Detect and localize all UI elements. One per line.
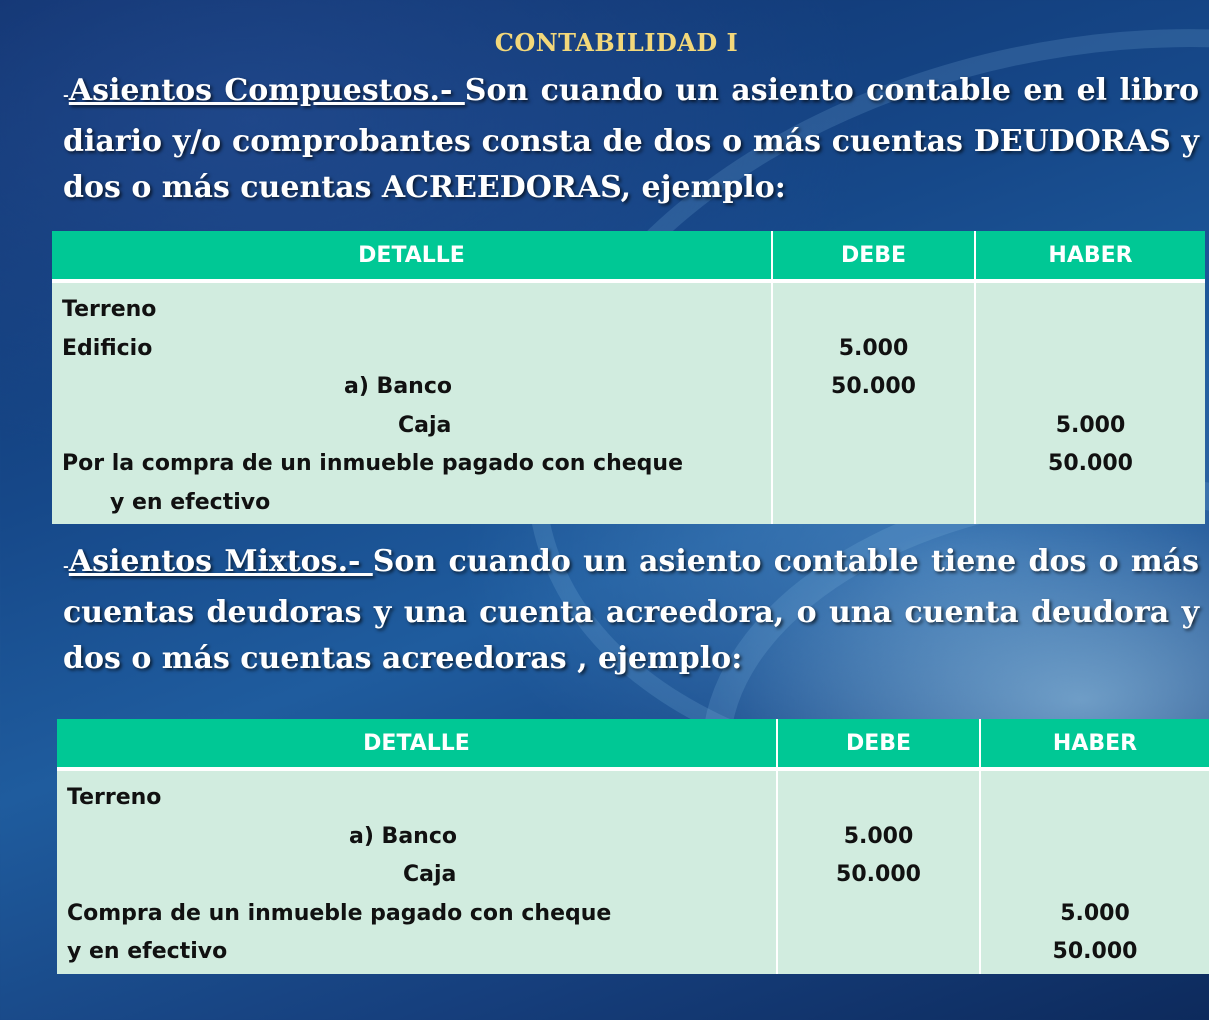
haber-amount <box>976 368 1205 407</box>
description-line: y en efectivo <box>110 489 271 515</box>
detalle-cell <box>52 281 772 524</box>
haber-amount: 5.000 <box>1055 412 1126 438</box>
compound-entries-paragraph <box>63 68 1199 211</box>
mixed-entries-paragraph <box>63 539 1199 682</box>
account-line: Caja <box>398 412 452 438</box>
description-line: Por la compra de un inmueble pagado con cheque <box>62 451 684 476</box>
bullet-dash: - <box>63 88 69 104</box>
column-header-debe: DEBE <box>772 231 975 281</box>
debe-amount <box>773 484 974 523</box>
debe-amount: 50.000 <box>836 862 921 887</box>
account-line: Edificio <box>62 335 153 361</box>
account-line: Terreno <box>62 297 157 322</box>
column-header-detalle: DETALLE <box>52 231 772 281</box>
haber-amount <box>976 330 1205 369</box>
debe-amount <box>773 407 974 446</box>
haber-amount <box>981 779 1209 818</box>
description-line: Compra de un inmueble pagado con cheque <box>67 900 612 926</box>
debe-amount: 5.000 <box>843 823 914 849</box>
haber-amount: 50.000 <box>1048 451 1133 476</box>
slide-title: CONTABILIDAD I <box>494 28 739 57</box>
debe-cell <box>772 281 975 524</box>
haber-amount: 50.000 <box>1052 939 1138 964</box>
debe-amount <box>773 445 974 484</box>
haber-amount <box>976 484 1205 523</box>
debe-amount: 50.000 <box>831 374 916 399</box>
haber-cell <box>975 281 1205 524</box>
column-header-detalle: DETALLE <box>57 719 777 769</box>
haber-amount <box>981 818 1209 857</box>
compound-entry-table <box>52 231 1205 524</box>
account-line: Terreno <box>67 785 162 810</box>
account-line: Caja <box>403 862 457 887</box>
debe-amount: 5.000 <box>838 335 909 361</box>
haber-cell <box>980 769 1209 974</box>
bullet-dash: - <box>63 559 69 575</box>
mixed-entry-table <box>57 719 1209 974</box>
account-line: a) Banco <box>349 823 457 849</box>
haber-amount <box>976 291 1205 330</box>
column-header-debe: DEBE <box>777 719 980 769</box>
debe-cell <box>777 769 980 974</box>
debe-amount <box>773 291 974 330</box>
debe-amount <box>778 895 979 934</box>
debe-amount <box>778 933 979 972</box>
haber-amount <box>981 856 1209 895</box>
column-header-haber: HABER <box>980 719 1209 769</box>
haber-amount: 5.000 <box>1060 900 1130 926</box>
account-line: a) Banco <box>344 374 452 399</box>
compound-entries-term: Asientos Compuestos.- <box>68 73 465 108</box>
detalle-cell <box>57 769 777 974</box>
mixed-entries-definition: Son cuando un asiento contable tiene dos o más cuentas deudoras y una cuenta acreedora, o una cuenta deudora y dos o más cuentas acreedoras , ejemplo: <box>63 544 1199 676</box>
debe-amount <box>778 779 979 818</box>
column-header-haber: HABER <box>975 231 1205 281</box>
description-line: y en efectivo <box>67 939 228 964</box>
mixed-entries-term: Asientos Mixtos.- <box>68 544 373 579</box>
compound-entries-definition: Son cuando un asiento contable en el libro diario y/o comprobantes consta de dos o más cuentas DEUDORAS y dos o más cuentas ACREEDORAS, ejemplo: <box>63 73 1199 205</box>
